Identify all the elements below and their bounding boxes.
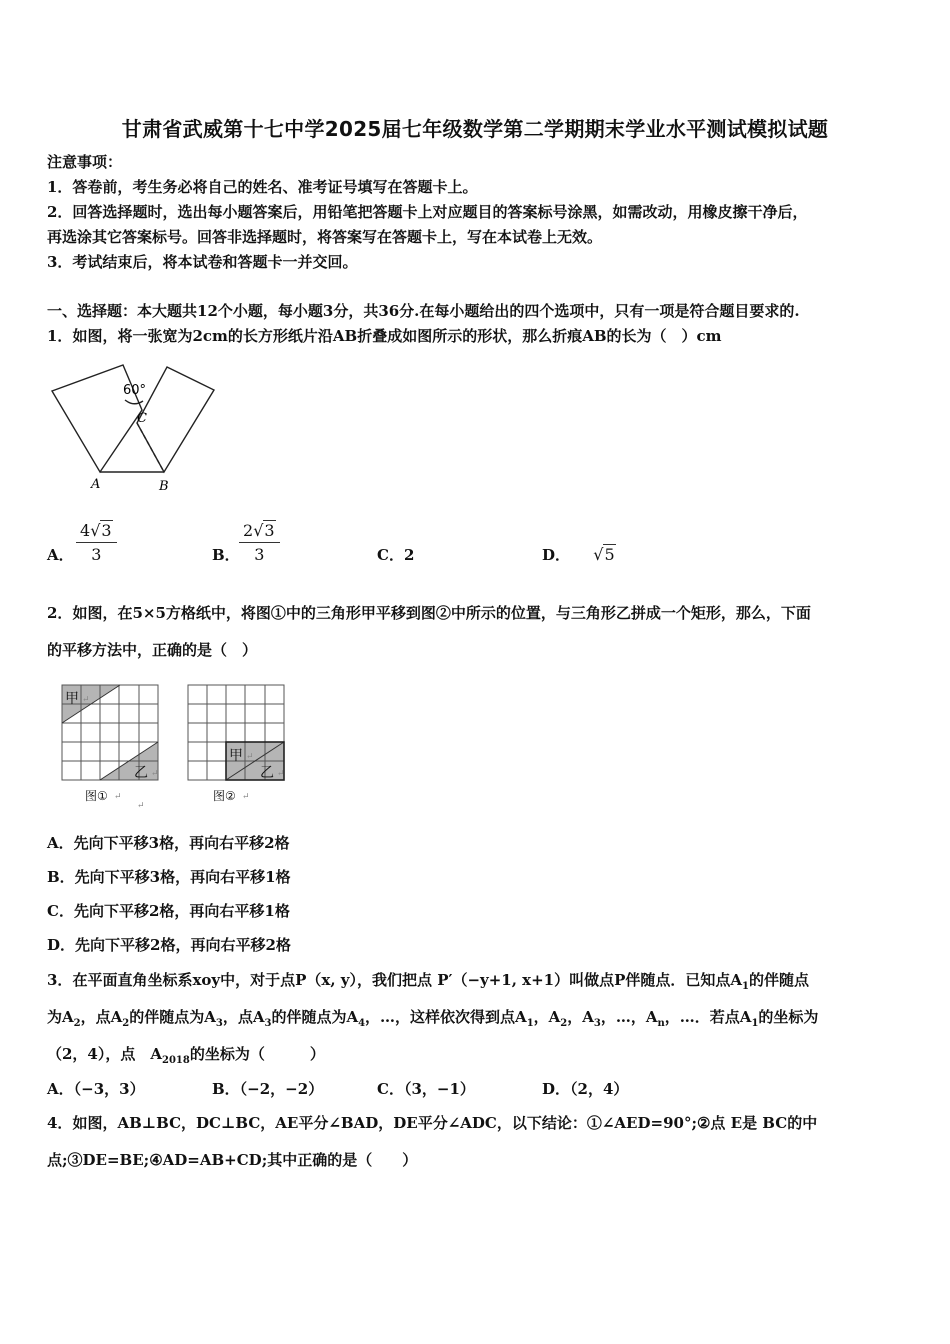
- q2-label-yi-2: 乙: [260, 765, 274, 781]
- q2-stem-2: 的平移方法中，正确的是（ ）: [47, 641, 258, 659]
- q2-text-1: 如图，在5×5方格纸中，将图①中的三角形甲平移到图②中所示的位置，与三角形乙拼成一个矩形，那么，下面: [72, 604, 811, 622]
- q2-option-d: D．先向下平移2格，再向右平移2格: [47, 936, 291, 954]
- q2-label-yi-1: 乙: [134, 765, 148, 781]
- q3-sub-2018: 2018: [162, 1055, 190, 1066]
- q2-number: 2．: [47, 604, 73, 622]
- q1-option-b-label: B．: [212, 546, 240, 564]
- q1-angle-arc: [125, 400, 143, 404]
- q2-grid-2: [188, 685, 285, 803]
- q2-grid-1: [62, 685, 159, 810]
- q2-option-c: C．先向下平移2格，再向右平移1格: [47, 902, 290, 920]
- q1-option-d-rad: 5: [604, 545, 615, 564]
- q1-number: 1．: [47, 327, 73, 345]
- q1-option-b-den: 3: [254, 545, 265, 564]
- q2-label-jia-1: 甲: [65, 691, 79, 707]
- q2-caption-2: 图②: [213, 789, 236, 803]
- notice-item-1: 1．答卷前，考生务必将自己的姓名、准考证号填写在答题卡上。: [47, 178, 478, 196]
- q1-option-b-coef: 2: [243, 521, 254, 540]
- q3-text-1b: 的伴随点: [749, 971, 810, 989]
- page-title: 甘肃省武威第十七中学2025届七年级数学第二学期期末学业水平测试模拟试题: [121, 117, 829, 141]
- q3-option-a: A．（−3，3）: [47, 1080, 145, 1098]
- q3-text-1a: 在平面直角坐标系xoy中，对于点P（x, y），我们把点 P′（−y+1, x+1）叫做点P伴随点．已知点A: [72, 971, 743, 989]
- q3-number: 3．: [47, 971, 73, 989]
- notice-item-3: 3．考试结束后，将本试卷和答题卡一并交回。: [47, 253, 358, 271]
- q2-return-mark-1: ↵: [82, 695, 90, 705]
- q1-label-c: C: [137, 411, 147, 426]
- q1-option-c: [377, 544, 414, 565]
- q3-stem-2: 为$A_2$，点$A_2$的伴随点为$A_3$，点$A_3$的伴随点为$A_4$，…，这样依次得到点$A_1$，$A_2$，$A_3$，…，$A_n$，…．若点$A_1$的坐标为: [47, 1008, 819, 1029]
- q3-sub-1: 1: [742, 981, 750, 992]
- q2-option-b: B．先向下平移3格，再向右平移1格: [47, 868, 291, 886]
- q2-return-mark-4: ↵: [137, 801, 145, 810]
- q2-option-a: A．先向下平移3格，再向右平移2格: [47, 834, 290, 852]
- q2-stem-1: [47, 603, 811, 623]
- q1-option-b-value: $\frac{2√3}{3}$: [239, 521, 280, 564]
- q2-return-mark-2: ↵: [151, 769, 159, 779]
- q2-return-mark-3: ↵: [114, 792, 122, 802]
- q1-paper-left: [52, 365, 142, 472]
- q4-stem-2: 点;③DE=BE;④AD=AB+CD;其中正确的是（ ）: [47, 1151, 418, 1169]
- q1-option-a-label: A．: [47, 546, 74, 564]
- q4-text-1: 如图，AB⊥BC，DC⊥BC，AE平分∠BAD，DE平分∠ADC，以下结论：①∠AED=90°;②点 E是 BC的中: [72, 1114, 818, 1132]
- q3-option-b: B．（−2，−2）: [212, 1080, 324, 1098]
- q1-option-a-value: $\frac{4√3}{3}$: [76, 521, 117, 564]
- q2-caption-1: 图①: [85, 789, 108, 803]
- q3-option-c: C．（3，−1）: [377, 1080, 475, 1098]
- q3-text-3a: （2，4），点 A: [47, 1045, 163, 1063]
- q1-stem: [47, 326, 722, 346]
- q1-angle-label: 60°: [123, 383, 147, 398]
- q1-label-a: A: [91, 477, 101, 492]
- q2-return-mark-6: ↵: [277, 769, 285, 779]
- q1-option-b-rad: 3: [264, 521, 275, 540]
- q1-paper-right: [137, 367, 214, 472]
- section-header: 一、选择题：本大题共12个小题，每小题3分，共36分.在每小题给出的四个选项中，只有一项是符合题目要求的.: [47, 302, 800, 320]
- q1-option-a-coef: 4: [80, 521, 91, 540]
- q2-return-mark-7: ↵: [242, 792, 250, 802]
- q3-stem-1: [47, 970, 809, 997]
- q1-option-d-label: D．: [542, 546, 571, 564]
- q1-option-a-den: 3: [91, 545, 102, 564]
- q1-option-c-label: C．: [377, 546, 404, 564]
- q1-option-c-value: 2: [403, 546, 415, 564]
- q1-option-a-rad: 3: [101, 521, 112, 540]
- q3-stem-3: [47, 1044, 325, 1071]
- q2-figure: [55, 680, 295, 810]
- q3-text-3b: 的坐标为（ ）: [189, 1045, 325, 1063]
- q4-number: 4．: [47, 1114, 73, 1132]
- q1-figure: [45, 360, 225, 495]
- q4-stem-1: [47, 1113, 817, 1133]
- notice-heading: 注意事项：: [47, 153, 123, 171]
- notice-item-2-cont: 再选涂其它答案标号。回答非选择题时，将答案写在答题卡上，写在本试卷上无效。: [47, 228, 603, 246]
- q1-label-b: B: [159, 479, 169, 494]
- q1-text: 如图，将一张宽为2cm的长方形纸片沿AB折叠成如图所示的形状，那么折痕AB的长为（ ）cm: [72, 327, 722, 345]
- q1-option-d: D． √5: [542, 545, 615, 564]
- q3-option-d: D．（2，4）: [542, 1080, 629, 1098]
- q2-return-mark-5: ↵: [246, 752, 254, 762]
- q2-label-jia-2: 甲: [229, 748, 243, 764]
- notice-item-2: 2．回答选择题时，选出每小题答案后，用铅笔把答题卡上对应题目的答案标号涂黑，如需改动，用橡皮擦干净后，: [47, 203, 808, 221]
